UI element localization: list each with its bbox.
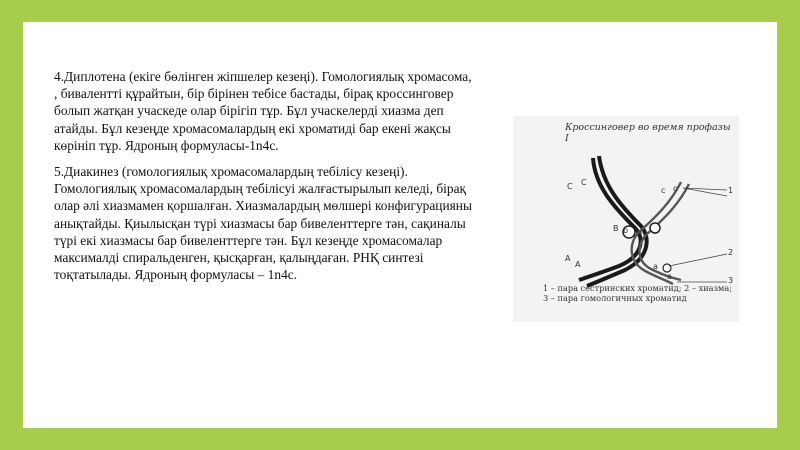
label-3: 3 [728, 276, 734, 285]
label-A2: А [575, 260, 581, 269]
label-1: 1 [728, 186, 734, 195]
crossing-over-figure [513, 116, 739, 322]
label-A1: А [565, 254, 571, 263]
label-C2: С [581, 178, 587, 187]
label-a2: а [667, 272, 672, 281]
label-2: 2 [728, 248, 734, 257]
paragraph-diplotene: 4.Диплотена (екіге бөлінген жіпшелер кезеңі). Гомологиялық хромасома, , бивалентті құрайтын, бір бірінен тебісе бастады, бірақ кроссинговер болып жатқан учаскеде олар бірігіп тұр. Бұл учаскелерді хиазма деп атайды. Бұл кезеңде хромасомалардың екі хроматиді бар екені жақсы көрініп тұр. Ядроның формуласы-1n4c. [54, 69, 472, 153]
label-c2: с [673, 184, 678, 193]
figure-title: Кроссинговер во время профазы I [565, 122, 731, 144]
label-c1: с [661, 186, 666, 195]
label-a1: а [653, 262, 658, 271]
centromere-right [650, 223, 660, 233]
slide-text [54, 68, 474, 292]
paragraph-diakinesis: 5.Диакинез (гомологиялық хромасомалардың тебілісу кезеңі). Гомологиялық хромасомалардың тебілісуі жалғастырылып келеді, бірақ олар әлі хиазмамен қоршалған. Хиазмалардың мөлшері конфигурацияны анықтайды. Қиылысқан түрі хиазмасы бар бивеленттерге тән, сақиналы түрі екі хиазмасы бар бивеленттерге тән. Бұл кезеңде хромасомалар максималді спиральденген, қысқарған, қалыңдаған. РНҚ синтезі тоқтатылады. Ядроның формуласы – 1n4c. [54, 164, 472, 283]
slide [23, 22, 777, 428]
label-B: В [613, 224, 619, 233]
figure-caption: 1 – пара сестринских хроматид; 2 – хиазма; 3 – пара гомологичных хроматид [543, 283, 733, 303]
label-b2: b [637, 228, 643, 237]
chiasma-point [663, 264, 671, 272]
label-b1: b [623, 226, 629, 235]
label-C1: С [567, 182, 573, 191]
